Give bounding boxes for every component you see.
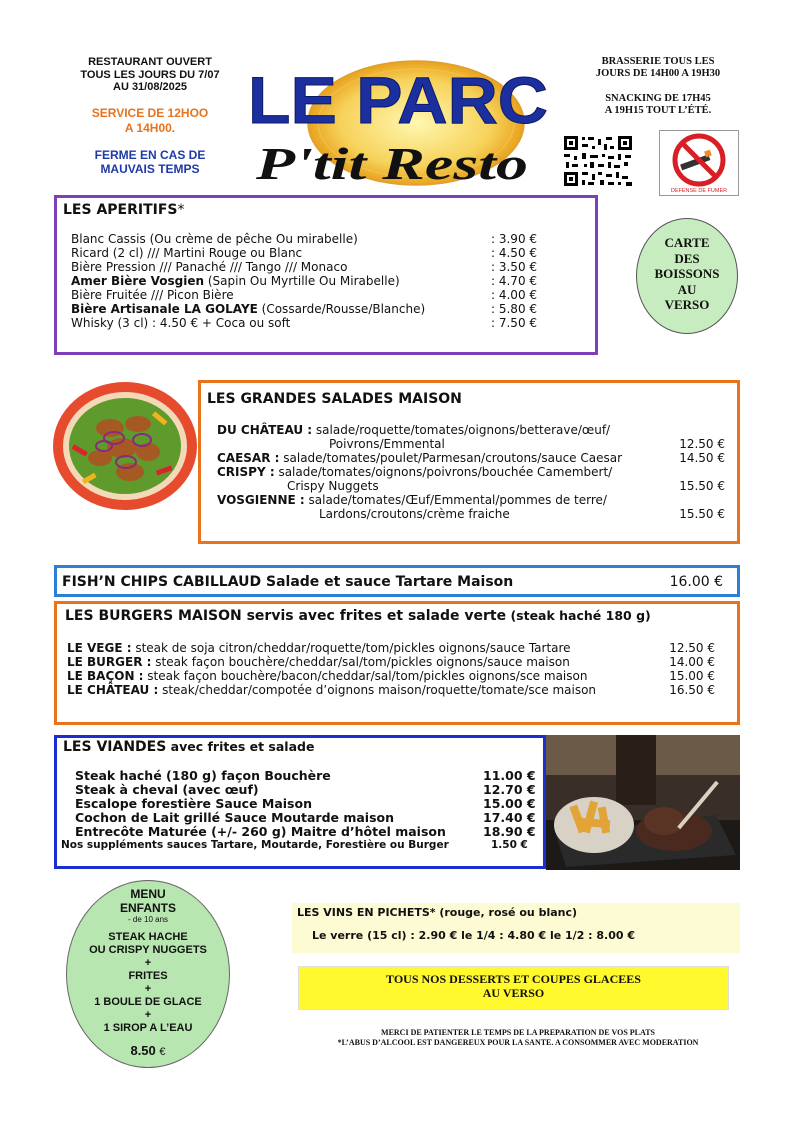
salad-price: 15.50 € — [679, 507, 725, 521]
aperitif-price: : 3.50 € — [491, 260, 538, 274]
asterisk: * — [177, 202, 185, 218]
opening-line: RESTAURANT OUVERT — [88, 56, 212, 68]
burger-desc: steak de soja citron/cheddar/roquette/tom/pickles oignons/sauce Tartare — [131, 641, 571, 655]
badge-line: VERSO — [664, 297, 710, 312]
closed-notice — [60, 148, 240, 176]
footer-notice — [285, 1028, 751, 1048]
item-text: (Cossarde/Rousse/Blanche) — [257, 302, 426, 316]
item-text: Whisky (3 cl) : 4.50 € + Coca ou soft — [71, 316, 291, 330]
salad-photo — [52, 378, 198, 512]
kids-price — [67, 1044, 229, 1059]
meat-price: 18.90 € — [483, 824, 536, 839]
meat-price: 11.00 € — [483, 768, 536, 783]
item-name-bold: Amer Bière Vosgien — [71, 274, 205, 288]
badge-line: DES — [674, 250, 700, 266]
burgers-title-text: LES BURGERS MAISON servis avec frites et salade verte — [65, 608, 507, 624]
salad-price: 15.50 € — [679, 479, 725, 493]
hours-info — [568, 56, 748, 116]
aperitif-item — [71, 232, 358, 246]
no-smoking-caption: DEFENSE DE FUMER — [670, 188, 728, 194]
aperitif-price: : 3.90 € — [491, 232, 538, 246]
closed-line: FERME EN CAS DE — [94, 147, 206, 162]
burger-desc: steak/cheddar/compotée d’oignons maison/roquette/tomate/sce maison — [158, 683, 597, 697]
burger-price: 15.00 € — [669, 669, 715, 683]
burger-desc: steak façon bouchère/bacon/cheddar/sal/tom/pickles oignons/sce maison — [143, 669, 588, 683]
salad-item — [217, 451, 622, 465]
section-title — [63, 202, 185, 218]
salads-title: LES GRANDES SALADES MAISON — [207, 391, 462, 407]
badge-line: CARTE — [664, 235, 710, 250]
aperitif-item — [71, 316, 290, 330]
burger-item — [67, 669, 587, 683]
burgers-section — [54, 601, 740, 725]
fish-title: FISH’N CHIPS CABILLAUD Salade et sauce Tartare Maison — [62, 574, 514, 590]
salad-name: CRISPY : — [217, 465, 275, 479]
logo-subtitle: P'tit Resto — [254, 138, 528, 189]
aperitifs-title: LES APERITIFS — [63, 202, 178, 218]
sauce-supplements: Nos suppléments sauces Tartare, Moutarde, Forestière ou Burger — [61, 839, 449, 851]
burger-name: LE BAÇON : — [67, 669, 144, 683]
aperitif-item — [71, 302, 425, 316]
logo-title: LE PARC — [248, 63, 548, 137]
salad-desc-cont: Poivrons/Emmental — [329, 437, 445, 451]
logo — [244, 55, 554, 190]
drinks-menu-badge — [636, 218, 738, 334]
badge-line: AU — [677, 281, 697, 297]
aperitif-item — [71, 274, 400, 288]
salad-desc-cont: Lardons/croutons/crème fraiche — [319, 507, 510, 521]
burger-name: LE CHÂTEAU : — [67, 683, 159, 697]
kids-line: 1 SIROP A L’EAU — [103, 1022, 193, 1034]
burgers-subtitle: (steak haché 180 g) — [506, 608, 651, 623]
aperitif-price: : 4.00 € — [491, 288, 538, 302]
item-text: Blanc Cassis (Ou crème de pêche Ou mirabelle) — [71, 232, 358, 246]
badge-line: BOISSONS — [654, 266, 720, 281]
kids-line: OU CRISPY NUGGETS — [89, 944, 207, 956]
meats-title-text: LES VIANDES — [63, 739, 167, 755]
aperitif-price: : 5.80 € — [491, 302, 538, 316]
burger-desc: steak façon bouchère/cheddar/sal/tom/pickles oignons/sauce maison — [151, 655, 570, 669]
no-smoking-icon — [660, 131, 738, 195]
meat-price: 17.40 € — [483, 810, 536, 825]
burger-item — [67, 683, 596, 697]
item-text: Bière Fruitée /// Picon Bière — [71, 288, 234, 302]
kids-price-currency: € — [159, 1046, 166, 1058]
fish-and-chips-section — [54, 565, 740, 597]
item-text: (Sapin Ou Myrtille Ou Mirabelle) — [204, 274, 400, 288]
salad-desc: salade/tomates/oignons/poivrons/bouchée Camembert/ — [274, 465, 613, 479]
kids-line: STEAK HACHE — [108, 931, 188, 943]
footer-line: MERCI DE PATIENTER LE TEMPS DE LA PREPARATION DE VOS PLATS — [381, 1028, 655, 1037]
item-name-bold: Bière Artisanale LA GOLAYE — [71, 302, 258, 316]
kids-title-line: ENFANTS — [119, 901, 176, 915]
salad-price: 14.50 € — [679, 451, 725, 465]
kids-age: - de 10 ans — [127, 915, 169, 924]
meat-item: Entrecôte Maturée (+/- 260 g) Maitre d’hôtel maison — [75, 824, 446, 839]
meat-price: 12.70 € — [483, 782, 536, 797]
aperitif-item — [71, 260, 347, 274]
footer-line: *L’ABUS D’ALCOOL EST DANGEREUX POUR LA SANTE. A CONSOMMER AVEC MODERATION — [337, 1038, 699, 1047]
meat-item: Cochon de Lait grillé Sauce Moutarde maison — [75, 810, 395, 825]
wine-section — [292, 903, 740, 953]
fish-price: 16.00 € — [669, 574, 723, 590]
salads-section — [198, 380, 740, 544]
burger-price: 16.50 € — [669, 683, 715, 697]
qr-code-icon[interactable] — [562, 134, 634, 188]
meat-photo — [546, 735, 740, 870]
kids-title — [67, 887, 229, 915]
salad-price: 12.50 € — [679, 437, 725, 451]
wine-title: LES VINS EN PICHETS* (rouge, rosé ou blanc) — [297, 906, 578, 919]
opening-line: AU 31/08/2025 — [113, 81, 187, 93]
no-smoking-sign — [659, 130, 739, 196]
meat-item: Steak à cheval (avec œuf) — [75, 782, 259, 797]
meats-subtitle: avec frites et salade — [166, 739, 315, 754]
meat-price: 15.00 € — [483, 796, 536, 811]
kids-line: + — [144, 1009, 152, 1021]
salad-item — [217, 493, 607, 507]
salad-item — [217, 423, 610, 437]
salad-desc: salade/roquette/tomates/oignons/betterave/œuf/ — [312, 423, 611, 437]
meats-section — [54, 735, 546, 869]
salad-name: VOSGIENNE : — [217, 493, 305, 507]
burger-name: LE VEGE : — [67, 641, 132, 655]
salad-desc: salade/tomates/poulet/Parmesan/croutons/sauce Caesar — [279, 451, 623, 465]
kids-line: + — [144, 957, 152, 969]
snacking-line: SNACKING DE 17H45 — [605, 93, 711, 104]
salad-name: DU CHÂTEAU : — [217, 423, 313, 437]
kids-line: 1 BOULE DE GLACE — [94, 996, 202, 1008]
aperitif-price: : 4.70 € — [491, 274, 538, 288]
burgers-title — [65, 608, 651, 624]
kids-menu — [66, 880, 230, 1068]
burger-item — [67, 641, 571, 655]
burger-price: 14.00 € — [669, 655, 715, 669]
meat-item: Escalope forestière Sauce Maison — [75, 796, 312, 811]
salad-item — [217, 465, 612, 479]
salad-desc-cont: Crispy Nuggets — [287, 479, 379, 493]
snacking-line: A 19H15 TOUT L’ÉTÉ. — [604, 104, 712, 116]
item-text: Ricard (2 cl) /// Martini Rouge ou Blanc — [71, 246, 303, 260]
kids-line: + — [144, 983, 152, 995]
burger-price: 12.50 € — [669, 641, 715, 655]
desserts-banner — [298, 966, 729, 1010]
aperitif-price: : 7.50 € — [491, 316, 538, 330]
opening-info — [60, 56, 240, 176]
service-hours — [60, 106, 240, 136]
aperitif-item — [71, 246, 302, 260]
aperitif-item — [71, 288, 234, 302]
meat-item: Steak haché (180 g) façon Bouchère — [75, 768, 331, 783]
aperitifs-section — [54, 195, 598, 355]
service-line: SERVICE DE 12HOO — [91, 105, 209, 120]
desserts-line: TOUS NOS DESSERTS ET COUPES GLACEES — [386, 972, 641, 986]
kids-line: FRITES — [128, 970, 168, 982]
brasserie-line: BRASSERIE TOUS LES — [601, 56, 715, 67]
brasserie-line: JOURS DE 14H00 A 19H30 — [595, 67, 721, 79]
burger-item — [67, 655, 570, 669]
item-text: Bière Pression /// Panaché /// Tango /// Monaco — [71, 260, 348, 274]
meats-title — [63, 739, 314, 755]
aperitif-price: : 4.50 € — [491, 246, 538, 260]
salad-desc: salade/tomates/Œuf/Emmental/pommes de terre/ — [304, 493, 607, 507]
sauce-supplements-price: 1.50 € — [491, 839, 528, 851]
salad-name: CAESAR : — [217, 451, 280, 465]
kids-price-value: 8.50 — [130, 1043, 156, 1058]
service-line: A 14H00. — [124, 120, 176, 135]
wine-prices: Le verre (15 cl) : 2.90 € le 1/4 : 4.80 € le 1/2 : 8.00 € — [312, 929, 636, 942]
desserts-line: AU VERSO — [482, 986, 545, 1000]
kids-title-line: MENU — [130, 887, 166, 901]
burger-name: LE BURGER : — [67, 655, 152, 669]
closed-line: MAUVAIS TEMPS — [100, 161, 200, 176]
opening-line: TOUS LES JOURS DU 7/07 — [80, 68, 220, 81]
